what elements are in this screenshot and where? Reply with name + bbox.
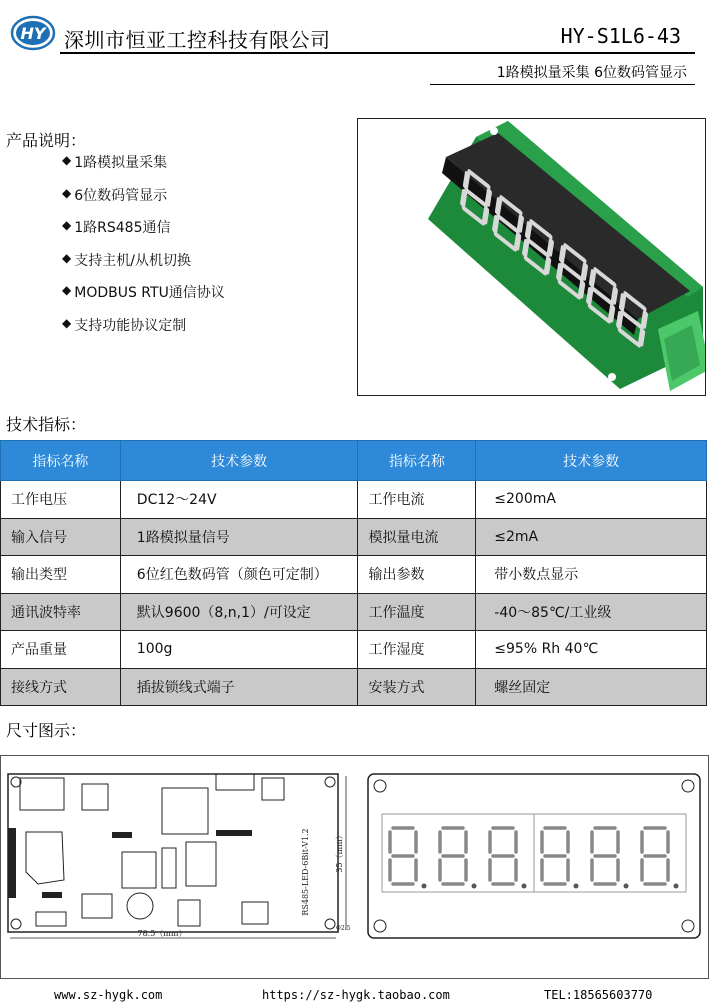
spec-name: 产品重量 bbox=[1, 631, 121, 669]
spec-name: 工作湿度 bbox=[358, 631, 476, 669]
feature-item: ◆ 1路模拟量采集 bbox=[62, 153, 168, 171]
column-header: 指标名称 bbox=[1, 441, 121, 481]
spec-name: 工作电压 bbox=[1, 481, 121, 519]
header-divider bbox=[60, 52, 695, 54]
spec-name: 输出类型 bbox=[1, 556, 121, 594]
bullet-icon: ◆ bbox=[62, 218, 72, 232]
logo-text: HY bbox=[20, 24, 46, 43]
spec-name: 安装方式 bbox=[358, 668, 476, 706]
subtitle-divider bbox=[430, 84, 695, 85]
bullet-icon: ◆ bbox=[62, 185, 72, 200]
dimensions-title: 尺寸图示： bbox=[6, 721, 87, 740]
feature-item: ◆ 6位数码管显示 bbox=[62, 185, 168, 204]
table-row bbox=[1, 631, 707, 669]
spec-name: 工作电流 bbox=[358, 481, 476, 519]
board-dimension-drawing bbox=[2, 772, 350, 940]
spec-value: 默认9600（8,n,1）/可设定 bbox=[120, 593, 358, 631]
display-dimension-drawing bbox=[366, 772, 702, 940]
width-dimension-label: 78.5（mm） bbox=[137, 929, 187, 938]
bullet-icon: ◆ bbox=[62, 283, 72, 297]
feature-item: ◆ 支持主机/从机切换 bbox=[62, 250, 191, 269]
bullet-icon: ◆ bbox=[62, 250, 72, 265]
spec-value: 插拔锁线式端子 bbox=[120, 668, 358, 706]
table-row bbox=[1, 593, 707, 631]
table-row bbox=[1, 518, 707, 556]
product-subtitle: 1路模拟量采集 6位数码管显示 bbox=[496, 65, 687, 81]
spec-table bbox=[0, 440, 707, 706]
bullet-icon: ◆ bbox=[62, 315, 72, 330]
height-dimension-label: 35（mm） bbox=[335, 831, 344, 873]
model-number: HY-S1L6-43 bbox=[560, 24, 681, 48]
spec-name: 通讯波特率 bbox=[1, 593, 121, 631]
hole-dimension-label: Φ2.5 bbox=[336, 925, 350, 932]
spec-value: DC12～24V bbox=[120, 481, 358, 519]
column-header: 指标名称 bbox=[358, 441, 476, 481]
spec-value: 1路模拟量信号 bbox=[120, 518, 358, 556]
column-header: 技术参数 bbox=[476, 441, 707, 481]
board-label: RS485-LED-6Bit-V1.2 bbox=[301, 828, 310, 916]
spec-name: 接线方式 bbox=[1, 668, 121, 706]
spec-name: 输入信号 bbox=[1, 518, 121, 556]
intro-title: 产品说明： bbox=[6, 131, 87, 150]
column-header: 技术参数 bbox=[120, 441, 358, 481]
spec-name: 模拟量电流 bbox=[358, 518, 476, 556]
footer-tel: TEL:18565603770 bbox=[544, 988, 653, 1002]
table-row bbox=[1, 556, 707, 594]
spec-title: 技术指标： bbox=[6, 415, 87, 434]
spec-value: ≤2mA bbox=[476, 518, 707, 556]
product-photo bbox=[357, 118, 706, 396]
spec-value: 螺丝固定 bbox=[476, 668, 707, 706]
spec-value: ≤95% Rh 40℃ bbox=[476, 631, 707, 669]
spec-value: -40～85℃/工业级 bbox=[476, 593, 707, 631]
feature-list bbox=[62, 152, 225, 347]
bullet-icon: ◆ bbox=[62, 153, 72, 167]
feature-item: ◆ MODBUS RTU通信协议 bbox=[62, 283, 225, 301]
spec-value: 6位红色数码管（颜色可定制） bbox=[120, 556, 358, 594]
feature-item: ◆ 1路RS485通信 bbox=[62, 218, 171, 236]
company-name: 深圳市恒亚工控科技有限公司 bbox=[64, 28, 331, 52]
footer-website[interactable]: www.sz-hygk.com bbox=[54, 988, 163, 1002]
spec-name: 输出参数 bbox=[358, 556, 476, 594]
spec-value: ≤200mA bbox=[476, 481, 707, 519]
feature-item: ◆ 支持功能协议定制 bbox=[62, 315, 187, 334]
table-header-row bbox=[1, 441, 707, 481]
company-logo bbox=[10, 14, 56, 52]
spec-value: 100g bbox=[120, 631, 358, 669]
spec-value: 带小数点显示 bbox=[476, 556, 707, 594]
table-row bbox=[1, 668, 707, 706]
spec-name: 工作温度 bbox=[358, 593, 476, 631]
table-row bbox=[1, 481, 707, 519]
footer-shop-link[interactable]: https://sz-hygk.taobao.com bbox=[262, 988, 450, 1002]
